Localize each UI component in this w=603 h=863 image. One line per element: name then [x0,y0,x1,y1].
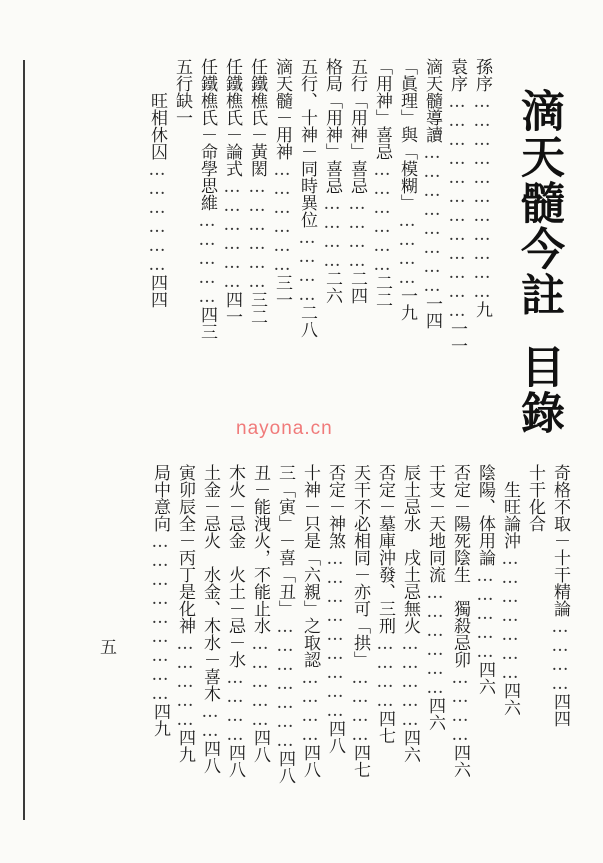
toc-entry-leader: ……………………… [150,532,170,703]
toc-entry-title: 五行「用神」喜忌 [347,58,367,194]
toc-entry-title: 「用神」喜忌 [372,58,392,160]
toc-entry-page: 四六 [400,729,420,763]
toc-entry-page: 四四 [147,274,167,308]
toc-entry [450,464,470,778]
toc-entry [397,58,417,321]
toc-entry [525,464,545,532]
toc-entry-leader: ………… [225,668,245,744]
toc-entry-page: 九 [472,301,492,318]
toc-entry-page: 四八 [250,729,270,763]
toc-entry [297,58,317,338]
toc-entry-leader: ……………………………… [447,92,467,320]
toc-entry [472,58,492,318]
toc-entry-leader: ……………… [247,177,267,291]
toc-entry-leader: ……………………… [325,549,345,720]
toc-entry-title: 任鐵樵氏－論式 [222,58,242,177]
toc-entry [225,464,245,778]
toc-entry-leader: …………… [197,211,217,306]
toc-entry-leader: ………………… [275,617,295,750]
toc-entry-leader: …… [200,702,220,740]
toc-entry-title: 陰陽、体用論 [475,464,495,566]
toc-entry-title: 干支－天地同流 [425,464,445,583]
toc-entry-leader: ……………… [272,160,292,274]
toc-entry-page: 四六 [500,682,520,716]
toc-entry-page: 四六 [425,697,445,731]
toc-entry-title: 土金－忌火 水金、木水－喜木 [200,464,220,702]
toc-entry-title: 辰土忌水 戌土忌無火 [400,464,420,634]
toc-entry-title: 木火－忌金 火土－忌－水 [225,464,245,668]
toc-entry-leader: ………… [350,668,370,744]
toc-entry-page: 二六 [322,270,342,304]
toc-entry-leader: ………… [397,211,417,287]
toc-entry-page: 四六 [450,744,470,778]
toc-entry [347,58,367,304]
toc-entry [447,58,467,354]
toc-entry-leader: ……………… [372,160,392,274]
toc-entry-page: 三二 [247,291,267,325]
watermark: nayona.cn [236,418,333,439]
toc-entry-title: 十神－只是「六親」之取認 [300,464,320,668]
toc-entry [247,58,267,325]
toc-entry-page: 一一 [447,320,467,354]
toc-entry-title: 生旺論沖 [500,464,520,549]
toc-entry-page: 一九 [397,287,417,321]
toc-entry-title: 五行、十神－同時異位 [297,58,317,228]
toc-entry [400,464,420,763]
toc-entry-page: 四八 [275,750,295,784]
toc-entry [172,58,192,126]
toc-entry-page: 二八 [297,304,317,338]
toc-entry-leader: ………… [347,194,367,270]
toc-entry-page: 四三 [197,306,217,340]
toc-entry-leader: …………………… [422,143,442,295]
toc-entry-leader: ………………… [500,549,520,682]
toc-entry [250,464,270,763]
toc-entry-leader: …………… [475,566,495,661]
toc-entry-page: 四七 [375,710,395,744]
toc-entry-title: 任鐵樵氏－命學思維 [197,58,217,211]
toc-entry-leader: ……………… [425,583,445,697]
toc-entry [375,464,395,744]
toc-entry [300,464,320,778]
toc-entry-leader: ……………… [222,177,242,291]
toc-entry-leader: ………… [297,228,317,304]
toc-entry-page: 四八 [225,744,245,778]
toc-entry-title: 局中意向 [150,464,170,532]
title-main: 滴天髓今註 [513,88,564,318]
toc-entry-title: 孫序 [472,58,492,92]
toc-entry-title: 否定－神煞 [325,464,345,549]
toc-entry-title: 滴天髓－用神 [272,58,292,160]
toc-entry-page: 一四 [422,295,442,329]
toc-entry [350,464,370,778]
toc-entry-page: 三一 [272,274,292,308]
toc-entry-page: 二四 [347,270,367,304]
toc-entry-leader: …………………………… [472,92,492,301]
toc-entry [500,464,520,716]
page-title [510,88,566,436]
toc-entry [222,58,242,325]
toc-entry-leader: ………… [300,668,320,744]
toc-entry-page: 四四 [550,693,570,727]
page-number: 五 [100,638,117,658]
toc-entry-title: 任鐵樵氏－黃閎 [247,58,267,177]
toc-entry-leader: …………… [175,634,195,729]
toc-entry [422,58,442,329]
toc-entry-title: 五行缺一 [172,58,192,126]
toc-entry-page: 四八 [300,744,320,778]
toc-entry [150,464,170,737]
toc-entry-title: 格局「用神」喜忌 [322,58,342,194]
toc-entry [322,58,342,304]
toc-entry [372,58,392,308]
toc-entry-title: 旺相休囚 [147,58,167,160]
toc-entry [200,464,220,774]
toc-entry-title: 否定－墓庫沖發、三刑 [375,464,395,634]
toc-entry [147,58,167,308]
toc-entry-title: 奇格不取－十干精論 [550,464,570,617]
toc-entry [275,464,295,784]
toc-entry-leader: …………… [250,634,270,729]
toc-entry-leader: ……………… [147,160,167,274]
toc-entry [197,58,217,340]
toc-entry-leader: …………… [400,634,420,729]
toc-entry-page: 四九 [150,703,170,737]
toc-entry [175,464,195,763]
toc-entry-page: 四七 [350,744,370,778]
toc-entry-title: 丑－能洩火，不能止水 [250,464,270,634]
toc-entry [550,464,570,727]
toc-entry [272,58,292,308]
toc-entry-page: 四八 [325,720,345,754]
toc-entry-page: 四八 [200,740,220,774]
toc-entry-title: 三「寅」－喜「丑」 [275,464,295,617]
toc-entry [425,464,445,731]
toc-entry-title: 「眞理」與「模糊」 [397,58,417,211]
toc-entry [325,464,345,754]
toc-entry-leader: ………… [450,668,470,744]
toc-entry-page: 四九 [175,729,195,763]
toc-entry-page: 四一 [222,291,242,325]
toc-entry-page: 二二 [372,274,392,308]
toc-entry-title: 寅卯辰全－丙丁是化神 [175,464,195,634]
toc-entry [475,464,495,695]
toc-entry-leader: ………… [550,617,570,693]
title-sub: 目錄 [513,344,564,436]
toc-entry-title: 否定－陽死陰生 獨殺忌卯 [450,464,470,668]
toc-entry-title: 天干不必相同－亦可「拱」 [350,464,370,668]
toc-entry-title: 滴天髓導讀 [422,58,442,143]
toc-entry-title: 袁序 [447,58,467,92]
binding-line [23,60,25,820]
toc-entry-leader: ………… [322,194,342,270]
toc-entry-leader: ………… [375,634,395,710]
toc-entry-page: 四六 [475,661,495,695]
toc-entry-title: 十干化合 [525,464,545,532]
